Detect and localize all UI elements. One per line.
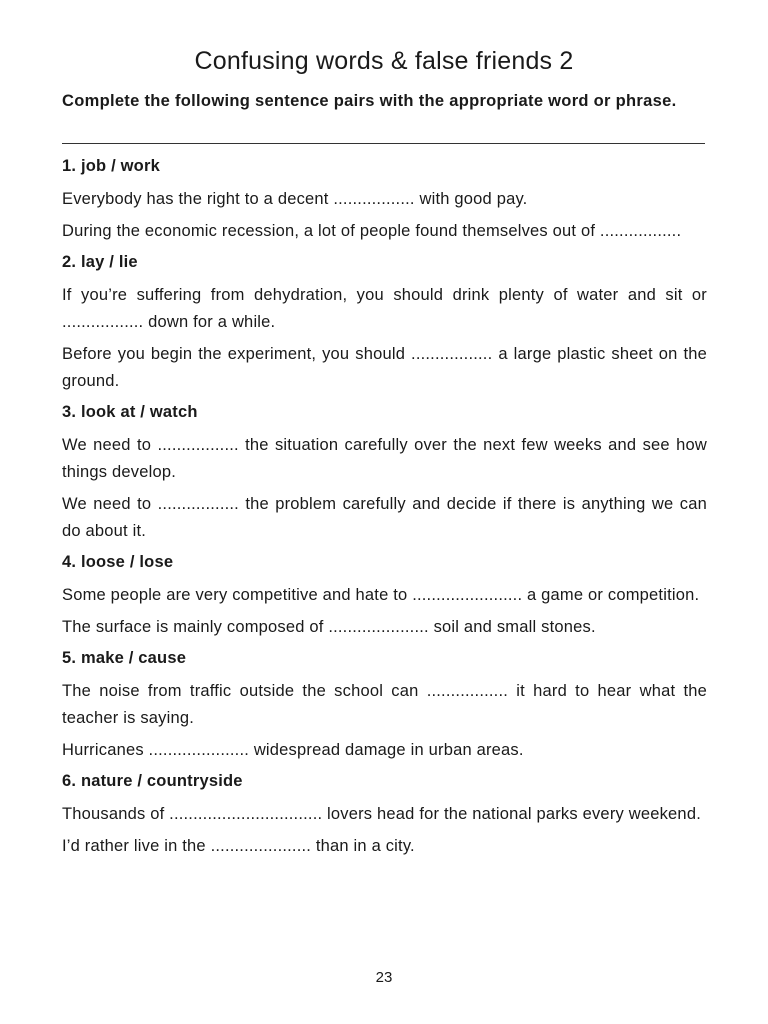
sentence: I’d rather live in the ..................... than in a city.	[62, 837, 415, 855]
exercise-section	[62, 769, 707, 860]
sentence: If you’re suffering from dehydration, you should drink plenty of water and sit or ................. down for a while.	[62, 286, 707, 331]
page-title: Confusing words & false friends 2	[194, 46, 574, 75]
exercise-list	[62, 154, 707, 865]
section-heading: 5. make / cause	[62, 649, 187, 667]
sentence: During the economic recession, a lot of people found themselves out of .................	[62, 222, 682, 240]
exercise-section	[62, 646, 707, 764]
sentence: Hurricanes ..................... widespread damage in urban areas.	[62, 741, 524, 759]
instructions: Complete the following sentence pairs with the appropriate word or phrase.	[62, 92, 677, 110]
sentence: We need to ................. the situation carefully over the next few weeks and see how things develop.	[62, 436, 707, 481]
section-heading: 4. loose / lose	[62, 553, 174, 571]
sentence: The noise from traffic outside the school can ................. it hard to hear what the teacher is saying.	[62, 682, 707, 727]
sentence: The surface is mainly composed of ..................... soil and small stones.	[62, 618, 596, 636]
sentence: We need to ................. the problem carefully and decide if there is anything we can do about it.	[62, 495, 707, 540]
section-heading: 2. lay / lie	[62, 253, 138, 271]
exercise-section	[62, 250, 707, 395]
sentence: Before you begin the experiment, you should ................. a large plastic sheet on the ground.	[62, 345, 707, 390]
exercise-section	[62, 154, 707, 245]
section-heading: 1. job / work	[62, 157, 160, 175]
sentence: Thousands of ................................ lovers head for the national parks every weekend.	[62, 805, 701, 823]
section-heading: 3. look at / watch	[62, 403, 198, 421]
page-number: 23	[375, 969, 393, 986]
sentence: Some people are very competitive and hate to ....................... a game or competition.	[62, 586, 700, 604]
exercise-section	[62, 400, 707, 545]
divider	[62, 143, 705, 144]
sentence: Everybody has the right to a decent ................. with good pay.	[62, 190, 528, 208]
section-heading: 6. nature / countryside	[62, 772, 243, 790]
exercise-section	[62, 550, 707, 641]
